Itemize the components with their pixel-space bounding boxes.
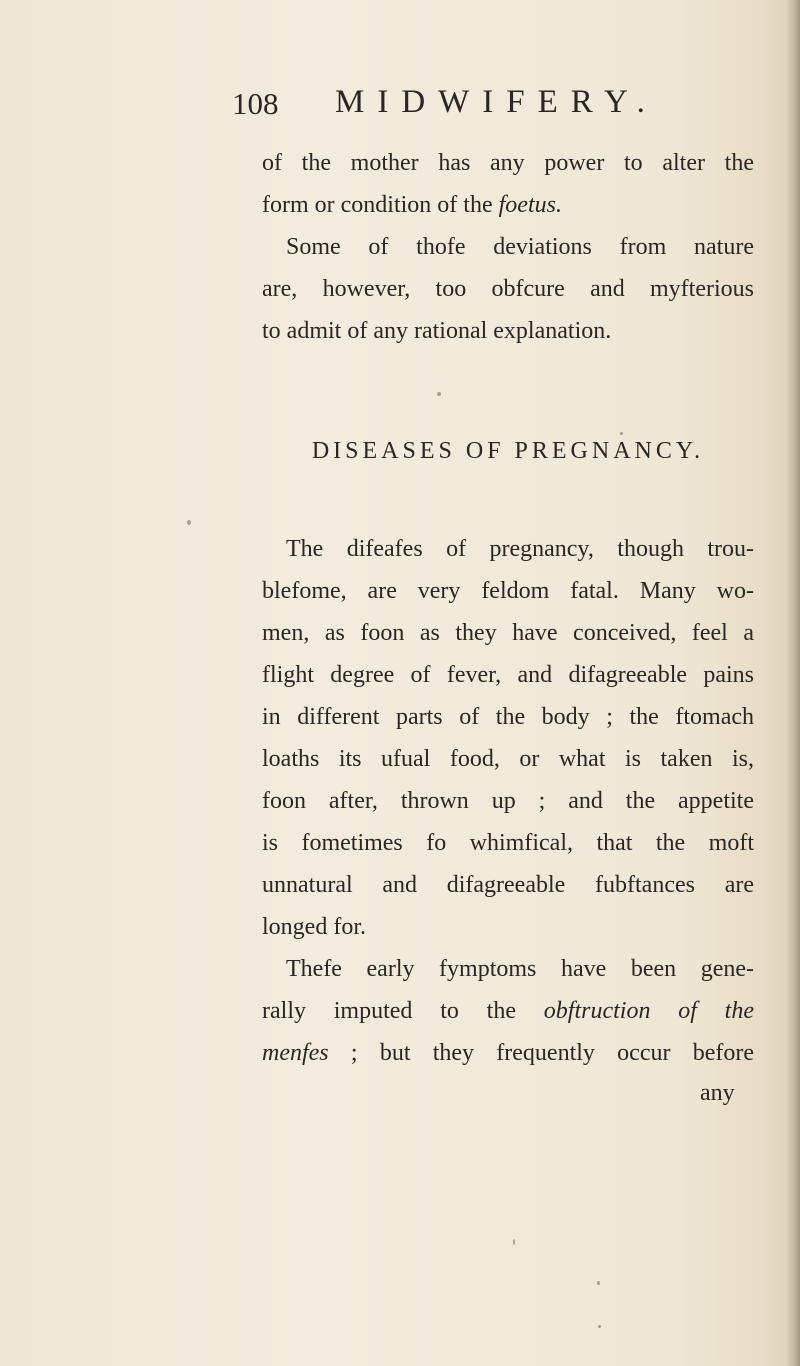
paper-speck [513,1239,515,1245]
text-line: flight degree of fever, and difagreeable pains [262,662,754,688]
page-header [232,84,752,124]
paper-speck [598,1325,601,1328]
text-line: The difeafes of pregnancy, though trou- [286,536,754,562]
text-line: Some of thofe deviations from nature [286,234,754,260]
section-heading: DISEASES OF PREGNANCY. [311,438,705,464]
text-line: of the mother has any power to alter the [262,150,754,176]
text-run: form or condition of the [262,192,493,218]
text-line: longed for. [262,914,366,940]
text-run: ; but they frequently occur before [350,1040,754,1066]
paper-speck [187,520,191,525]
text-line: loaths its ufual food, or what is taken is, [262,746,754,772]
paper-speck [437,392,441,396]
italic-word: foetus. [498,192,562,218]
text-line: Thefe early fymptoms have been gene- [286,956,754,982]
text-line: foon after, thrown up ; and the appetite [262,788,754,814]
text-line [262,190,754,220]
text-line: blefome, are very feldom fatal. Many wo- [262,578,754,604]
text-line: are, however, too obfcure and myfterious [262,276,754,302]
page-number: 108 [232,86,279,121]
text-line [262,996,754,1026]
page-edge-shadow [786,0,800,1366]
paper-speck [597,1281,600,1285]
catchword: any [700,1080,735,1106]
running-head: MIDWIFERY. [335,84,658,120]
text-run: rally imputed to the [262,998,516,1024]
text-line [262,1038,754,1068]
text-line: men, as foon as they have conceived, feel a [262,620,754,646]
text-line: is fometimes fo whimfical, that the moft [262,830,754,856]
italic-word: menfes [262,1040,329,1066]
text-line: unnatural and difagreeable fubftances are [262,872,754,898]
italic-phrase: obftruction of the [543,998,755,1024]
text-line: to admit of any rational explanation. [262,318,612,344]
text-line: in different parts of the body ; the ftomach [262,704,754,730]
paper-speck [620,432,623,435]
